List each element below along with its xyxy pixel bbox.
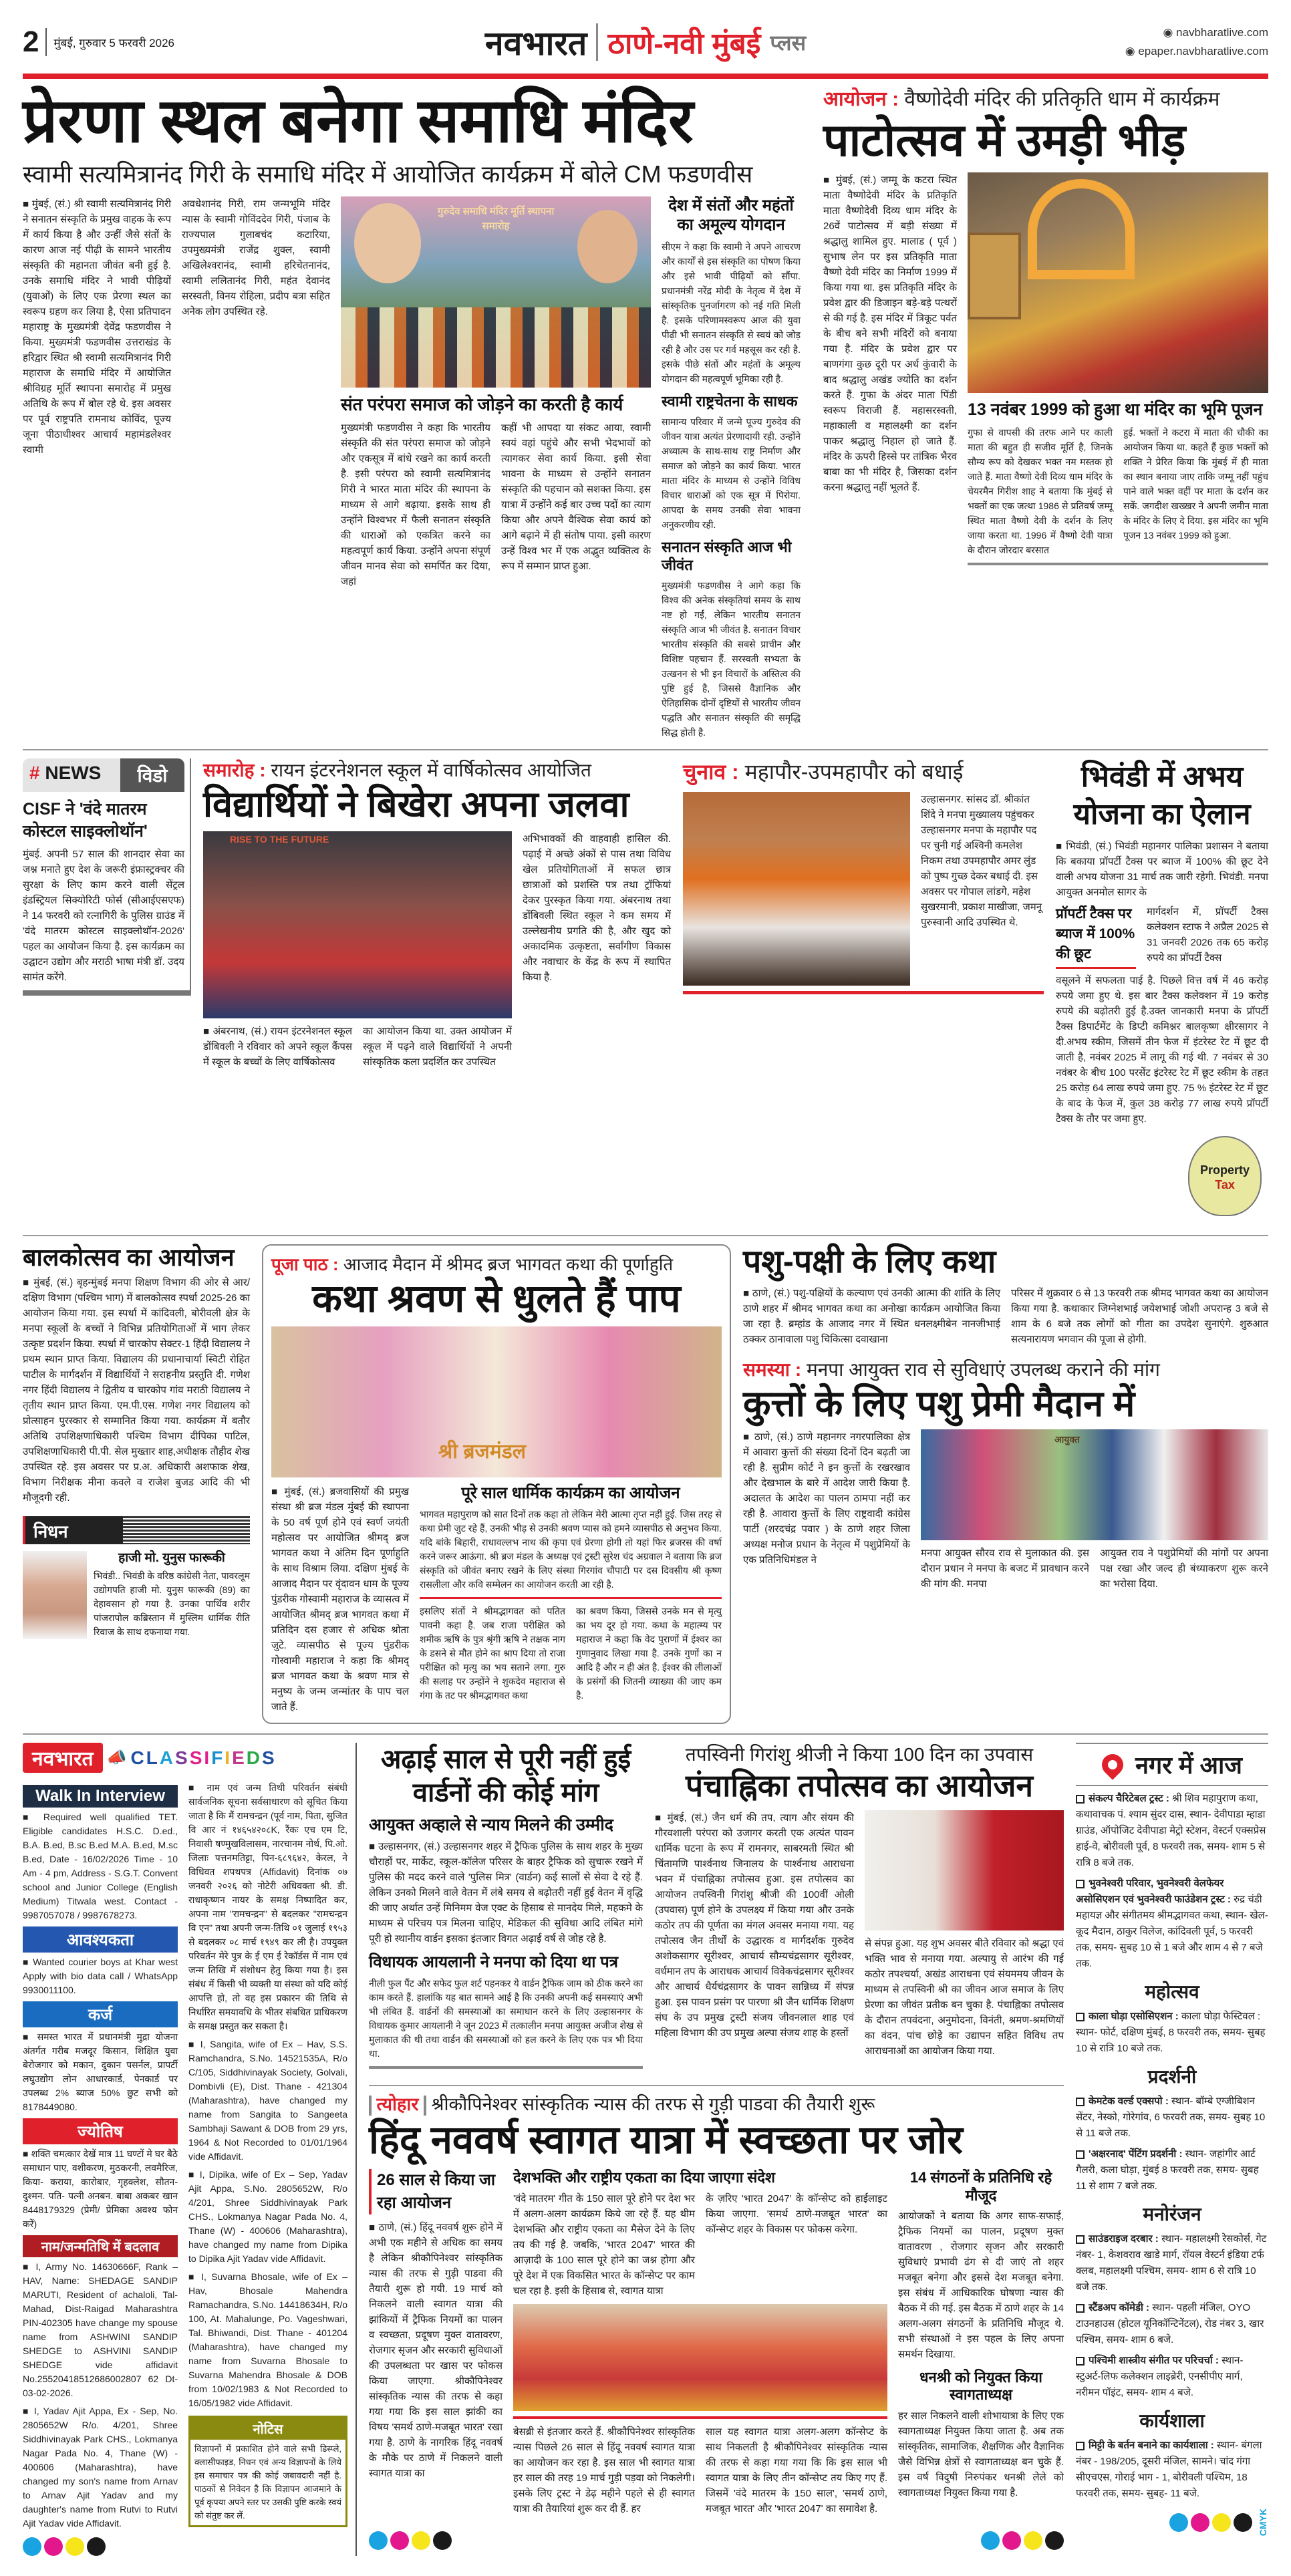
- namechange-ad-suvarna: ■ I, Suvarna Bhosale, wife of Ex – Hav, Bhosale Mahendra Ramachandra, S.No. 14418634H, R/o 100, At. Mahalunge, Po. Vageshwari, Tal. Bhiwandi, Dist. Thane - 401204 (Maharashtra), have changed my name from Suvarna Bhosale to Suvarna Mahendra Bhosale & DOB from 10/02/1983 & Not Recorded to 16/05/1982 vide Affidavit.: [188, 2270, 347, 2410]
- registration-dot: [44, 2537, 63, 2556]
- bhiwandi-pull: प्रॉपर्टी टैक्स पर ब्याज में 100% की छूट: [1056, 905, 1135, 962]
- lead-sub1: संत परंपरा समाज को जोड़ने का करती है कार्य: [341, 394, 623, 415]
- gudi-right-head2: धनश्री को नियुक्त किया स्वागताध्यक्ष: [919, 2369, 1042, 2404]
- naam-ad-2: ■ I, Yadav Ajit Appa, Ex - Sep, No. 2805652W R/o. 4/201, Shree Siddhivinayak Park CHS., Lokmanya Nagar Pada No. 4, Thane (W) - 400606 (Maharashtra), have changed my son's name from Arnav to Arnav Ajit Yadav and my daughter's name from Rutvi to Rutvi Ajit Yadav vide Affidavit.: [23, 2404, 178, 2531]
- gudi-right1: आयोजकों ने बताया कि अगर साफ-सफाई, ट्रैफिक नियमों का पालन, प्रदूषण मुक्त वातावरण , रोजगार सृजन और सरकारी सुविधाएं प्रभावी ढंग से दी जाएं तो शहर मजबूत बनेगा और इससे देश मजबूत बनेगा. इस संबंध में आधिकारिक घोषणा न्यास की बैठक में की गई. इस बैठक में ठाणे शहर के 14 अलग-अलग संगठनों के प्रतिनिधि मौजूद थे. सभी संस्थाओं ने इस पहल के लिए अपना समर्थन दिखाया.: [898, 2210, 1064, 2361]
- checkbox-icon: [1076, 2442, 1085, 2450]
- globe-icon: ◉: [1125, 45, 1139, 57]
- kutte-col3: आयुक्त राव ने पशुप्रेमियों की मांगों पर अपना पक्ष रखा और जल्द ही बंध्याकरण शुरू करने का भरोसा दिया.: [1100, 1548, 1268, 1590]
- classifieds-brand: नवभारत: [23, 1743, 103, 1773]
- vaishno-sub-col2: हुई. भक्तों ने कटरा में माता की चौकी का आयोजन किया था. कहते हैं कुछ भक्तों को शक्ति ने प्रेरित किया कि मुंबई में ही माता का स्थान बनाया जाए ताकि जम्मू नहीं पहुंच पाने वाले भक्त वहीं पर माता के दर्शन कर सकें. जगदीश खख्खर ने अपनी जमीन माता के मंदिर के लिए दे दिया. इस मंदिर का भूमि पूजन 13 नवंबर 1999 को हुआ.: [1123, 426, 1268, 541]
- katha-col1: ■ मुंबई, (सं.) ब्रजवासियों की प्रमुख संस्था श्री ब्रज मंडल मुंबई की स्थापना के 50 वर्ष पूर्ण होने एवं स्वर्ण जयंती महोत्सव पर आयोजित श्रीमद् ब्रज भागवत कथा ने अंतिम दिन पूर्णाहुति के साथ विश्राम लिया. दक्षिण मुंबई के आजाद मैदान पर वृंदावन धाम के पूज्य पुंडरीक गोस्वामी महाराज के व्यासत्व में आयोजित श्रीमद् ब्रज भागवत कथा में प्रतिदिन दस हजार से अधिक श्रोता जुटे. व्यासपीठ से पूज्य पुंडरीक गोस्वामी महाराज ने कहा कि श्रीमद् ब्रज भागवत कथा के श्रवण मात्र से मनुष्य के जन्म जन्मांतर के पाप चल जाते हैं.: [271, 1484, 409, 1715]
- jain-kicker: तपस्विनी गिरांशु श्रीजी ने किया 100 दिन का उपवास: [685, 1744, 1034, 1765]
- katha-col3: का श्रवण किया, जिससे उनके मन से मृत्यु का भय दूर हो गया. कथा के महात्म्य पर महाराज ने कहा कि वेद पुराणों में ईश्वर का गुणानुवाद लिखा गया है. उनके गुणों का न आदि है और न ही अंत है. ईश्वर की लीलाओं के प्रसंगों की जितनी व्याख्या की जाए कम है.: [576, 1606, 722, 1701]
- nagar-event-item: [1076, 1791, 1268, 1871]
- katha-kicker: पूजा पाठ : आजाद मैदान में श्रीमद ब्रज भागवत कथा की पूर्णाहुति: [271, 1254, 674, 1274]
- ryan-headline: विद्यार्थियों ने बिखेरा अपना जलवा: [203, 784, 629, 825]
- vaishno-story: [823, 87, 1268, 571]
- pashu-headline: पशु-पक्षी के लिए कथा: [743, 1244, 996, 1280]
- lead-sub1-col1: मुख्यमंत्री फडणवीस ने कहा कि भारतीय संस्कृति की संत परंपरा समाज को जोड़ने और एकसूत्र में बांधे रखने का कार्य करती है. इसी परंपरा को स्वामी सत्यमित्रानंद गिरी ने भारत माता मंदिर की स्थापना के माध्यम से आगे बढ़ाया. इसके साथ ही उन्होंने विश्वभर में फैली सनातन संस्कृति की धाराओं को एकत्रित करने का महत्वपूर्ण कार्य किया. उन्होंने अपना संपूर्ण जीवन मानव सेवा को समर्पित कर दिया, जहां: [341, 422, 490, 588]
- nagar-aaj-header: [1076, 1743, 1268, 1786]
- registration-marks-3: [981, 2531, 1064, 2550]
- globe-icon: ◉: [1163, 26, 1177, 39]
- gudi-mid4: साल यह स्वागत यात्रा अलग-अलग कॉन्सेप्ट के साथ निकलती है श्रीकौपिनेश्वर सांस्कृतिक न्यास की तरफ से कहा गया गया कि कि इस साल भी स्वागत यात्रा के लिए तीन कॉन्सेप्ट तय किए गए हैं. जिसमें 'वंदे मातरम के 150 साल', 'समर्थ ठाणे, मजबूत भारत' और 'भारत 2047' का समावेश है.: [706, 2426, 887, 2515]
- nagar-event-org: काला घोड़ा एसोसिएशन :: [1089, 2011, 1181, 2023]
- nagar-event-org: भुवनेश्वरी परिवार, भुवनेश्वरी वेलफेयर असोसिएशन एवं भुवनेश्वरी फाउंडेशन ट्रस्ट :: [1076, 1878, 1234, 1906]
- bhiwandi-headline: भिवंडी में अभय योजना का ऐलान: [1073, 760, 1251, 831]
- nagar-event-item: [1076, 2009, 1268, 2057]
- nagar-event-item: [1076, 2353, 1268, 2401]
- cmyk-label: CMYK: [1258, 2509, 1268, 2537]
- registration-dot: [981, 2531, 1000, 2550]
- classifieds-letter: D: [246, 1747, 262, 1768]
- warden-body: ■ उल्हासनगर, (सं.) उल्हासनगर शहर में ट्रैफिक पुलिस के साथ शहर के मुख्य चौराहों पर, मार्केट, स्कूल-कॉलेज परिसर के बाहर ट्रैफिक को सुचारू रखने में पुलिस की मदद करने वाले 'पुलिस मित्र' (वार्डन) कई सालों से सेवा दे रहे हैं. लेकिन उनको मिलने वाले वेतन में लंबे समय से बढ़ोतरी नहीं हुई वेतन में वृद्धि की जाए अर्थात उन्हें मिनिमम वेज एक्ट के हिसाब से मानदेय मिले, महकमे के माध्यम से परिचय पत्र मिलना चाहिए, मेडिकल की सुविधा आदि लंबित मांगे पूरी हो स्थानीय वार्डन इसका इंतजार विगत अढ़ाई वर्ष से जोह रहे है.: [369, 1839, 643, 1947]
- map-pin-icon: [1097, 1749, 1127, 1779]
- gudi-mid1: 'वंदे मातरम' गीत के 150 साल पूरे होने पर देश भर में अलग-अलग कार्यक्रम किये जा रहे हैं. यह थीम देशभक्ति और राष्ट्रीय एकता का मैसेज देने के लिए तय की गई है. जबकि, 'भारत 2047' भारत की आज़ादी के 100 साल पूरे होने का जश्न होगा और पूरे देश में एक विकसित भारत के कॉन्सेप्ट पर काम चल रहा है. इसी के हिसाब से, स्वागत यात्रा: [513, 2192, 695, 2297]
- registration-marks: [23, 2537, 347, 2556]
- nagar-event-org: साउंडराइज दरबार :: [1089, 2233, 1161, 2245]
- gudi-right-head: 14 संगठनों के प्रतिनिधि रहे मौजूद: [909, 2169, 1052, 2204]
- karj-header: कर्ज: [23, 2001, 178, 2027]
- nagar-event-details: स्थान- पहली मंजिल, OYO टाउनहाउस (होटल यूनिकॉन्टिनेंटल), रोड नंबर 3, खार पश्चिम, समय- शाम 6 बजे.: [1076, 2302, 1264, 2346]
- masthead: [23, 16, 1268, 68]
- gudi-side-head: 26 साल से किया जा रहा आयोजन: [369, 2169, 503, 2214]
- property-tax-line1: Property: [1199, 1163, 1250, 1177]
- nidhan-body: भिवंडी.. भिवंडी के वरिष्ठ कांग्रेसी नेता, पावरलूम उद्योगपति हाजी मो. युनुस फारूकी (89) का देहावसान हो गया है. उनका पार्थिव शरीर पांजरापोल कब्रिस्तान में मुस्लिम धार्मिक रीति रिवाज के साथ दफनाया गया.: [94, 1570, 250, 1638]
- megaphone-icon: 📣: [106, 1749, 127, 1767]
- jain-story: [655, 1743, 1064, 2059]
- registration-dot: [390, 2531, 409, 2550]
- masthead-rule: [23, 74, 1268, 79]
- news-vido-box: [23, 758, 191, 996]
- chunav-story: [683, 758, 1044, 1000]
- warden-deck: आयुक्त अव्हाले से न्याय मिलने की उम्मीद: [369, 1816, 613, 1835]
- site-link-1[interactable]: ◉ navbharatlive.com: [1163, 26, 1268, 39]
- bhiwandi-body2: मार्गदर्शन में, प्रॉपर्टी टैक्स कलेक्शन स्टाफ ने अप्रैल 2025 से 31 जनवरी 2026 तक 65 करोड़ रुपये का प्रॉपर्टी टैक्स: [1147, 905, 1268, 964]
- notice-header: नोटिस: [190, 2418, 345, 2440]
- bhiwandi-story: [1056, 758, 1268, 1226]
- katha-headline: कथा श्रवण से धुलते हैं पाप: [312, 1277, 681, 1321]
- registration-dot: [412, 2531, 430, 2550]
- gudi-headline: हिंदू नववर्ष स्वागत यात्रा में स्वच्छता पर जोर: [369, 2118, 963, 2162]
- bhiwandi-body3: वसूलने में सफलता पाई है. पिछले वित्त वर्ष में 46 करोड़ रुपये जमा हुए थे. इस बार टैक्स कलेक्शन में 19 करोड़ रुपये की बढ़ोतरी हुई है.उक्त जानकारी मनपा के प्रॉपर्टी टैक्स डिपार्टमेंट के डिप्टी कमिश्नर बालकृष्ण क्षीरसागर ने दी.अभय स्कीम, जिसमें तीन फेज में इंटरेस्ट रेट में छूट दी जाती है, नवंबर 2025 में लागू की गई थी. 7 नवंबर से 30 नवंबर के बीच 100 परसेंट इंटरेस्ट रेट में छूट स्कीम के तहत 25 करोड़ 64 लाख रुपये जमा हुए. 75 % इंटरेस्ट रेट में छूट के बाद के फेज में, कुल 38 करोड़ 77 लाख रुपये प्रॉपर्टी टैक्स के तौर पर जमा हुए.: [1056, 974, 1268, 1125]
- nagar-event-details: श्री शिव महापुराण कथा, कथावाचक पं. श्याम सुंदर दास, स्थान- देवीपाडा म्हाडा ग्राउंड, ऑपोजिट देवीपाडा मेट्रो स्टेशन, वेस्टर्न एक्सप्रेस हाई-वे, बोरीवली पूर्व, 8 फरवरी तक, समय- शाम 5 से रात्रि 8 बजे तक.: [1076, 1793, 1266, 1869]
- kutte-kicker: समस्या : मनपा आयुक्त राव से सुविधाएं उपलब्ध कराने की मांग: [743, 1358, 1160, 1380]
- warden-headline: अढ़ाई साल से पूरी नहीं हुई वार्डनों की कोई मांग: [380, 1745, 631, 1808]
- lead-deck: स्वामी सत्यमित्रानंद गिरी के समाधि मंदिर में आयोजित कार्यक्रम में बोले CM फडणवीस: [23, 160, 753, 188]
- ryan-photo: [203, 831, 512, 1018]
- kutte-photo: [921, 1429, 1268, 1540]
- checkbox-icon: [1076, 1795, 1085, 1804]
- notice-box: [188, 2416, 347, 2527]
- lead-sub2: सनातन संस्कृति आज भी जीवंत: [662, 539, 792, 573]
- edition-name: ठाणे-नवी मुंबई: [607, 27, 761, 60]
- nagar-event-org: 'अक्षरनाद' पेंटिंग प्रदर्शनी :: [1089, 2148, 1185, 2160]
- namechange-ad-hindi: ■ नाम एवं जन्म तिथी परिवर्तन संबंधी सार्वजनिक सूचना सर्वसाधारण को सूचित किया जाता है कि मैं रामचन्द्रन (पूर्व नाम, पिता, सुजित वि आर नं १४६५४२०८K, रैंकः एच एम टि, निवासी षण्मुखविलासम, नारचानम नोर्थ, पि.ओ. जिलाः पत्तनमतिट्टा, पिन-६८९६४२, केरल, ने विधिवत शपथपत्र (Affidavit) दिनांक ०७ जनवरी २०२६ को नोटेरी अधिवक्ता श्री. डी. राधाकृष्णन नायर के समक्ष निष्पादित कर, अपना नाम "रामचन्द्रन" से बदलकर "रामचन्द्रन वि एन" तथा अपनी जन्म-तिथि ०१ जुलाई १९५३ से बदलकर ०८ मार्च १९४९ कर ली है। उपयुक्त परिवर्तन मेरे पुत्र के ई एम ई रेकॉर्डस में नाम एवं जन्म तिखि में संशोधन हेतु किया गया है। इस संबंध में किसी भी व्यक्ती या संस्था को यदि कोई आपत्ति हो, तो वह इस प्रकारन की तिथि से निर्धारित समयावधि के भीतर संबधित प्राधिकरण के समक्ष प्रस्तुत कर सकता है।: [188, 1781, 347, 2033]
- classifieds-letter: S: [175, 1747, 190, 1768]
- classifieds-block: [23, 1743, 357, 2556]
- site-link-2[interactable]: ◉ epaper.navbharatlive.com: [1125, 45, 1268, 57]
- vaishno-sub-col1: गुफा से वापसी की तरफ आने पर काली माता की बहुत ही सजीव मूर्ति है, जिनके सौम्य रूप को देखकर भक्त नम मस्तक हो जाते हैं. माता वैष्णो देवी दिव्य धाम मंदिर के चेयरमैन गिरीश शाह ने बताया कि मुंबई से भक्तों का एक जत्था 1986 से प्रतिवर्ष जम्मू स्थित माता वैष्णो देवी के दर्शन के लिए जाया करता था. 1996 में वैष्णो देवी यात्रा के दौरान जोरदार बरसात: [968, 426, 1113, 555]
- ryan-col3: अभिभावकों की वाहवाही हासिल की. पढ़ाई में अच्छे अंकों से पास तथा विविध खेल प्रतियोगिताओं में सफल छात्र छात्राओं को प्रशस्ति पत्र तथा ट्रॉफियां देकर पुरस्कृत किया गया. अंबरनाथ तथा डोंबिवली स्थित स्कूल ने कम समय में उल्लेखनीय प्रगति की है, और खुद को अकादमिक उत्कृष्टता, सर्वांगीण विकास और नवाचार के केंद्र के रूप में स्थापित किया है.: [523, 833, 671, 984]
- classifieds-letter: I: [225, 1747, 233, 1768]
- checkbox-icon: [1076, 2235, 1085, 2244]
- namechange-ad-dipika: ■ I, Dipika, wife of Ex – Sep, Yadav Ajit Appa, S.No. 2805652W, R/o 4/201, Shree Siddhivinayak Park CHS., Lokmanya Nagar Pada No. 4, Thane (W) - 400606 (Maharashtra), have changed my name from Dipika to Dipika Ajit Yadav vide Affidavit.: [188, 2168, 347, 2266]
- vaishno-headline: पाटोत्सव में उमड़ी भीड़: [823, 114, 1186, 166]
- nagar-event-org: मिट्टी के बर्तन बनाने का कार्यशाला :: [1089, 2440, 1217, 2452]
- classifieds-letter: F: [211, 1747, 225, 1768]
- lead-col2: अवधेशानंद गिरी, राम जन्मभूमि मंदिर न्यास के स्वामी गोविंददेव गिरी, पंजाब के राज्यपाल गुलाबचंद कटारिया, उपमुख्यमंत्री राजेंद्र शुक्ल, स्वामी अखिलेश्वरानंद, स्वामी हरिचेतनानंद, स्वामी ललितानंद गिरी, महंत देवानंद सरस्वती, विनय रोहिला, प्रदीप बत्रा सहित अनेक लोग उपस्थित रहे.: [182, 198, 330, 318]
- nagar-event-org: संकल्प चैरिटेबल ट्रस्ट :: [1089, 1793, 1173, 1805]
- registration-dot: [1045, 2531, 1064, 2550]
- jyotish-header: ज्योतिष: [23, 2118, 178, 2144]
- nagar-section-heading: कार्यशाला: [1139, 2410, 1205, 2432]
- walkin-header: Walk In Interview: [23, 1785, 178, 1808]
- katha-box: [262, 1244, 731, 1724]
- warden-story: [369, 1743, 643, 2074]
- chunav-body: उल्हासनगर. सांसद डॉ. श्रीकांत शिंदे ने मनपा मुख्यालय पहुंचकर उल्हासनगर मनपा के महापौर पद पर चुनी गई अश्विनी कमलेश निकम तथा उपमहापौर अमर लुंड को पुष्प गुच्छ देकर बधाई दी. इस अवसर पर गोपाल लांडगे, महेश सुखरमानी, प्रकाश माखीजा, जमनू पुरुस्वानी आदि उपस्थित थे.: [921, 793, 1042, 928]
- classifieds-letter: S: [262, 1747, 277, 1768]
- balak-headline: बालकोत्सव का आयोजन: [23, 1243, 235, 1271]
- gudi-kicker: त्योहार श्रीकौपिनेश्वर सांस्कृतिक न्यास की तरफ से गुड़ी पाडवा की तैयारी शुरू: [369, 2093, 1064, 2116]
- nagar-event-item: [1076, 2438, 1268, 2502]
- nagar-event-item: [1076, 2300, 1268, 2348]
- nagar-event-details: स्थान- स्टुअर्ट-लिफ कलेक्शन लाइब्रेरी, एनसीपीए मार्ग, नरीमन पॉइंट, समय- शाम 4 बजे.: [1076, 2355, 1244, 2399]
- gudi-mid-head: देशभक्ति और राष्ट्रीय एकता का दिया जाएगा संदेश: [513, 2169, 775, 2186]
- classifieds-letter: E: [232, 1747, 247, 1768]
- pashu-col1: ■ ठाणे, (सं.) पशु-पक्षियों के कल्याण एवं उनकी आत्मा की शांति के लिए ठाणे शहर में श्रीमद भागवत कथा का अनोखा कार्यक्रम आयोजित किया जा रहा है. ब्रम्हांड के आजाद नगर में स्थित धनलक्ष्मीबेन नानजीभाई ठक्कर ठानावाला पशु चिकित्सा दवाखाना: [743, 1286, 1000, 1347]
- gudi-col1: ■ ठाणे, (सं.) हिंदू नववर्ष शुरू होने में अभी एक महीने से अधिक का समय है लेकिन श्रीकौपिनेश्वर सांस्कृतिक न्यास की तरफ से गुड़ी पाडवा की तैयारी शुरू हो गयी. 19 मार्च को निकलने वाली स्वागत यात्रा की झांकियों में ट्रैफिक नियमों का पालन व स्वच्छता, प्रदूषण मुक्त वातावरण, रोजगार सृजन और सरकारी सुविधाओं की उपलब्धता पर खास पर फोकस किया जाएगा. श्रीकौपिनेश्वर सांस्कृतिक न्यास की तरफ से कहा गया गया कि इस साल झांकी का विषय 'समर्थ ठाणे-मजबूत भारत' रखा गया है. ठाणे के नागरिक हिंदू नववर्ष के मौके पर ठाणे में निकलने वाली स्वागत यात्रा का: [369, 2220, 503, 2481]
- registration-dot: [1212, 2513, 1231, 2532]
- pashu-col2: परिसर में शुक्रवार 6 से 13 फरवरी तक श्रीमद भागवत कथा का आयोजन किया गया है. कथाकार जिग्नेशभाई जयेशभाई जोशी अपरान्ह 3 बजे से शाम के 6 बजे तक लोगों को गीता का उपदेश सुनाएंगे. शुरुआत सत्यनारायण भगवान की पूजा से होगी.: [1011, 1287, 1268, 1345]
- nidhan-name: हाजी मो. युनुस फारूकी: [118, 1551, 225, 1566]
- katha-sub-body: भागवत महापुराण को सात दिनों तक कहा तो लेकिन मेरी आत्मा तृप्त नहीं हुई. जिस तरह से कथा प्रेमी जुट रहे हैं, उनकी भीड़ से उनकी श्रवण प्यास को हमने व्यासपीठ से अनुभव किया. यदि बांके बिहारी, राधावल्लभ नाथ की कृपा एवं प्रेरणा होगी तो यहां फिर ब्रजरस की वर्षा करने जरूर आऊंगा. श्री ब्रज मंडल के अध्यक्ष एवं ट्रस्टी सुरेश चंद अग्रवाल ने बताया कि ब्रज संस्कृति को जीवंत बनाए रखने के लिए संस्था गिरगांव चौपाटी पर दस दिवसीय श्री कृष्ण रासलीला और कवि सम्मेलन का आयोजन करती आ रही है.: [420, 1509, 722, 1590]
- kutte-col2: मनपा आयुक्त सौरव राव से मुलाकात की. इस दौरान प्रधान ने मनपा के बजट में प्रावधान करने की मांग की. मनपा: [921, 1548, 1089, 1590]
- registration-dot: [1234, 2513, 1252, 2532]
- registration-dot: [1024, 2531, 1042, 2550]
- lead-sub3-body: सीएम ने कहा कि स्वामी ने अपने आचरण और कार्यों से इस संस्कृति का पोषण किया और इसे भावी पीढ़ियों को सौंपा. प्रधानमंत्री नरेंद्र मोदी के नेतृत्व में देश में सांस्कृतिक पुनर्जागरण को नई गति मिली है. इसके परिणामस्वरूप आज की युवा पीढ़ी भी सनातन संस्कृति से स्वयं को जोड़ रही है और उस पर गर्व महसूस कर रही है. इसके पीछे संतों और महंतों के अमूल्य योगदान की महत्वपूर्ण भूमिका रही है.: [662, 241, 801, 384]
- warden-sub-body: नीली फुल पैंट और सफेद फुल शर्ट पहनकर ये वार्डन ट्रैफिक जाम को ठीक करने का काम करते हैं. हालांकि यह बात सामने आई है कि उनकी अपनी कई समस्याएं अभी भी लंबित हैं. वार्डनों की समस्याओं का समाधान करने के लिए उल्हासनगर के विधायक कुमार आयलानी ने जून 2023 में तत्कालीन मनपा आयुक्त अजीज शेख से मुलाकात की थी तथा वार्डन की समस्याओं को हल करने के लिए एक पत्र भी दिया था.: [369, 1978, 643, 2059]
- katha-photo: [271, 1326, 722, 1477]
- checkbox-icon: [1076, 2098, 1085, 2106]
- jain-photo: [865, 1810, 1064, 1930]
- classifieds-letter: I: [204, 1747, 212, 1768]
- ryan-col2: का आयोजन किया था. उक्त आयोजन में स्कूल में पढ़ने वाले विद्यार्थियों ने अपनी सांस्कृतिक कला प्रदर्शित कर उपस्थित: [363, 1026, 512, 1068]
- ryan-story: [203, 758, 671, 1070]
- kutte-photo-sign: आयुक्त: [1054, 1434, 1080, 1445]
- page-number: 2: [23, 25, 39, 58]
- classifieds-letter: S: [189, 1747, 204, 1768]
- lead-sub4-body: सामान्य परिवार में जन्मे पूज्य गुरुदेव की जीवन यात्रा अत्यंत प्रेरणादायी रही. उन्होंने अध्यात्म के साथ-साथ राष्ट्र निर्माण और समाज को जोड़ने का कार्य किया. भारत माता मंदिर के माध्यम से उन्होंने विविध विचार धाराओं को एक सूत्र में पिरोया. आपदा के समय उनकी सेवा भावना अनुकरणीय रही.: [662, 416, 801, 531]
- nagar-event-item: [1076, 2146, 1268, 2194]
- edition-suffix: प्लस: [770, 30, 807, 55]
- nagar-event-details: रुद्र चंडी महायज्ञ और संगीतमय श्रीमद्भागवत कथा, स्थान- खेल-कूद मैदान, ठाकुर विलेज, कांदिवली पूर्व, 5 फरवरी तक, समय- सुबह 10 से 1 बजे और शाम 4 से 7 बजे तक.: [1076, 1894, 1268, 1970]
- chunav-photo: [683, 792, 910, 986]
- vaishno-body: ■ मुंबई, (सं.) जम्मू के कटरा स्थित माता वैष्णोदेवी मंदिर के प्रतिकृति माता वैष्णोदेवी दिव्य धाम मंदिर के 26वें पाटोत्सव में बड़ी संख्या में श्रद्धालु शामिल हुए. मालाड ( पूर्व ) सुभाष लेन पर इस प्रतिकृति माता वैष्णो देवी मंदिर का निर्माण 1999 में किया गया था. इस प्रतिकृति मंदिर के प्रवेश द्वार की डिजाइन बड़े-बड़े पत्थरों से की गई है. इस मंदिर में त्रिकूट पर्वत के बीच बने सभी मंदिरों को बनाया गया है. मंदिर के प्रवेश द्वार पर बाणगंगा कुछ दूरी पर अर्ध कुंवारी के बाद श्रद्धालु अखंड ज्योति का दर्शन करते हैं. गुफा के अंदर माता पिंडी स्वरूप विराजी हैं. महासरस्वती, महाकाली व महालक्ष्मी का दर्शन पाकर श्रद्धालु निहाल हो जाते हैं. मंदिर के ऊपरी हिस्से पर तांत्रिक भैरव बाबा का भी मंदिर है, जिसका दर्शन करना श्रद्धालु नहीं भूलते हैं.: [823, 172, 957, 495]
- nagar-event-org: केमटेक वर्ल्ड एक्सपो :: [1089, 2096, 1172, 2108]
- namechange-ad-sangita: ■ I, Sangita, wife of Ex – Hav, S.S. Ramchandra, S.No. 14521535A, R/o C/105, Siddhivinayak Society, Golvali, Dombivli (E), Dist. Thane - 421304 (Maharashtra), have changed my name from Sangita to Sangeeta Sambhaji Sawant & DOB from 29 yrs, 1964 & Not Recorded to 01/01/1964 vide Affidavit.: [188, 2037, 347, 2164]
- ryan-col1: ■ अंबरनाथ, (सं.) रायन इंटरनेशनल स्कूल डोंबिवली ने रविवार को अपने स्कूल कैंपस में स्कूल के बच्चों के लिए वार्षिकोत्सव: [203, 1024, 352, 1070]
- temple-photo: [513, 2304, 887, 2411]
- nagar-section-heading: महोत्सव: [1145, 1981, 1199, 2003]
- checkbox-icon: [1076, 2150, 1085, 2159]
- registration-dot: [87, 2537, 106, 2556]
- registration-dot: [65, 2537, 84, 2556]
- notice-text: विज्ञापनों में प्रकाशित होने वाले सभी डिस्प्ले, क्लासीफाइड, निधन एवं अन्य विज्ञापनों के लिये इस समाचार पत्र की कोई जबावदारी नहीं है. पाठकों से निवेदन है कि विज्ञापन आजमाने के पूर्व कृपया अपने स्तर पर उसकी पुष्टि करके स्वयं को संतुष्ट कर लें.: [194, 2444, 341, 2521]
- nidhan-label-bar: [23, 1516, 250, 1544]
- nagar-event-item: [1076, 2231, 1268, 2295]
- registration-marks-2: [369, 2531, 452, 2550]
- dateline: मुंबई, गुरुवार 5 फरवरी 2026: [53, 36, 175, 49]
- vaishno-photo: [968, 172, 1268, 393]
- bhiwandi-body1: ■ भिवंडी, (सं.) भिवंडी महानगर पालिका प्रशासन ने बताया कि बकाया प्रॉपर्टी टैक्स पर ब्याज में 100% की छूट देने वाली अभय योजना 31 मार्च तक जारी रहेगी. भिवंडी. मनपा आयुक्त अनमोल सागर के: [1056, 839, 1268, 900]
- registration-dot: [1191, 2513, 1209, 2532]
- nagar-section-heading: प्रदर्शनी: [1147, 2066, 1197, 2088]
- brand-logo: नवभारत: [484, 25, 587, 62]
- photo-banner: गुरुदेव समाधि मंदिर मूर्ति स्थापना समारोह: [437, 206, 555, 233]
- lead-photo: [341, 196, 651, 388]
- ryan-photo-banner: RISE TO THE FUTURE: [230, 834, 329, 845]
- nagar-event-list: [1076, 1791, 1268, 2502]
- registration-dot: [23, 2537, 41, 2556]
- checkbox-icon: [1076, 2013, 1085, 2021]
- chunav-kicker: चुनाव : महापौर-उपमहापौर को बधाई: [683, 759, 964, 784]
- nidhan-photo: [23, 1551, 87, 1639]
- gudi-mid2: के ज़रिए 'भारत 2047' के कॉन्सेप्ट को हाईलाइट किया जाएगा. 'समर्थ ठाणे-मजबूत भारत' का कॉन्सेप्ट शहर के विकास पर फोकस करेगा.: [706, 2192, 887, 2235]
- lead-sub2-body: मुख्यमंत्री फडणवीस ने आगे कहा कि विश्व की अनेक संस्कृतियां समय के साथ नष्ट हो गईं, लेकिन भारतीय सनातन संस्कृति आज भी जीवंत है. सनातन विचार भारतीय संस्कृति की सबसे प्राचीन और विशिष्ट पहचान हैं. सरस्वती सभ्यता के उत्खनन से भी इन विचारों के अस्तित्व की पुष्टि हुई है, जिससे वैज्ञानिक और ऐतिहासिक दोनों दृष्टियों से भारतीय जीवन पद्धति और सनातन संस्कृति की समृद्धि सिद्ध होती है.: [662, 579, 801, 738]
- lead-sub4: स्वामी राष्ट्रचेतना के साधक: [662, 392, 798, 410]
- lead-col1: ■ मुंबई, (सं.) श्री स्वामी सत्यमित्रानंद गिरी ने सनातन संस्कृति के प्रमुख वाहक के रूप में कार्य किया है और उन्हीं जैसे संतों के कारण आज नई पीढ़ी के सामने भारतीय संस्कृति की महानता जीवंत बनी हुई है. उनके समाधि मंदिर ने भावी पीढ़ियों (युवाओं) के लिए एक प्रेरणा स्थल का स्वरूप ग्रहण कर लिया है, ऐसा प्रतिपादन महाराष्ट्र के मुख्यमंत्री देवेंद्र फडणवीस ने किया. मुख्यमंत्री फडणवीस उत्तराखंड के हरिद्वार स्थित श्री स्वामी सत्यमित्रानंद गिरी महाराज के समाधि मंदिर में आयोजित श्रीविग्रह मूर्ति स्थापना समारोह में प्रमुख अतिथि के रूप में बोल रहे थे. इस अवसर पर पूर्व राष्ट्रपति रामनाथ कोविंद, पूज्य जूना पीठाधीश्वर आचार्य महामंडलेश्वर स्वामी: [23, 196, 171, 458]
- gudi-story: [369, 2085, 1064, 2549]
- nagar-event-org: स्टैंडअप कॉमेडी :: [1089, 2302, 1153, 2314]
- classifieds-letter: C: [130, 1747, 146, 1768]
- checkbox-icon: [1076, 2357, 1085, 2366]
- avashyakta-ad: ■ Wanted courier boys at Khar west Apply with bio data call / WhatsApp 9930011100.: [23, 1955, 178, 1997]
- nagar-event-org: पश्चिमी शास्त्रीय संगीत पर परिचर्चा :: [1089, 2355, 1222, 2367]
- news-vido-headline: CISF ने 'वंदे मातरम कोस्टल साइक्लोथॉन': [23, 799, 148, 841]
- balak-body: ■ मुंबई, (सं.) बृहन्मुंबई मनपा शिक्षण विभाग की ओर से आर/दक्षिण विभाग (पश्चिम भाग) में बालकोत्सव स्पर्धा 2025-26 का आयोजन किया गया. इस स्पर्धा में कांदिवली, बोरीवली क्षेत्र के मनपा स्कूलों के बच्चों ने विभिन्न प्रतियोगिताओं में भाग लेकर उत्कृष्ट प्रदर्शन किया. स्पर्धा में चारकोप सेक्टर-1 हिंदी विद्यालय ने प्रथम स्थान प्राप्त किया. विद्यालय की प्रधानाचार्या स्विटी रोहित पाटील के मार्गदर्शन में विद्यार्थियों ने सराहनीय प्रस्तुति दी. गणेश नगर हिंदी विद्यालय ने द्वितीय व चारकोप गांव मराठी विद्यालय ने तृतीय स्थान प्राप्त किया. एम.पी.एस. गणेश नगर विद्यालय को प्रोत्साहन पुरस्कार से सम्मानित किया गया. कार्यक्रम में बतौर अतिथि उपशिक्षणाधिकारी पश्चिम विभाग दीपिका पाटिल, उपशिक्षणाधिकारी पी.पी. सेल मुख्तार शाह,अधीक्षक तौहीद शेख उपस्थित रहे. इस अवसर पर प्र.अ. अधिकारी अशफाक शेख, विभाग निरीक्षक मीना कवले व राजेश बुजड आदि की भी मौजूदगी रही.: [23, 1275, 250, 1506]
- registration-marks-4: [1169, 2513, 1252, 2532]
- warden-sub: विधायक आयलानी ने मनपा को दिया था पत्र: [369, 1953, 619, 1972]
- jain-col1: ■ मुंबई, (सं.) जैन धर्म की तप, त्याग और संयम की गौरवशाली परंपरा को उजागर करती एक अत्यंत पावन धार्मिक घटना के रूप में रामनगर, साबरमती स्थित श्री चिंतामणि पार्श्वनाथ जिनालय के पार्श्वनाथ आराधना भवन में पंचाह्निका तपोत्सव हुआ. इस तपोत्सव का आयोजन तपस्विनी गिरांशु श्रीजी की 100वीं ओली (उपवास) पूर्ण होने के उपलक्ष्य में किया गया और उनके कठोर तप की पूर्णता का मंगल अवसर मनाया गया. यह तपोत्सव जैन तीर्थों के उद्धारक व मार्गदर्शक गुरुदेव अशोकसागर सूरीश्वर, आचार्य सौम्यचंद्रसागर सूरीश्वर, वर्धमान तप के आराधक आचार्य विवेकचंद्रसागर सूरीश्वर और आचार्य धैर्यचंद्रसागर के पावन सान्निध्य में संपन्न हुआ. इस पावन प्रसंग पर पारणा श्री जैन धार्मिक शिक्षण संघ के उप प्रमुख ट्रस्टी संजय जीवनलाल शाह एवं महिला विभाग की उप प्रमुख अल्पा संजय शाह के हस्तों: [655, 1810, 854, 2041]
- vaishno-kicker: आयोजन : वैष्णोदेवी मंदिर की प्रतिकृति धाम में कार्यक्रम: [823, 88, 1220, 110]
- nidhan-label: निधन: [23, 1516, 123, 1544]
- lead-sub3: देश में संतों और महंतों का अमूल्य योगदान: [668, 196, 794, 235]
- classifieds-header: [23, 1743, 347, 1773]
- jain-col2: से संपन्न हुआ. यह शुभ अवसर बीते रविवार को श्रद्धा एवं भक्ति भाव से मनाया गया. अल्पायु से आरंभ की गई कठोर तपश्चर्या, अखंड आराधना एवं संयममय जीवन के माध्यम से तपस्विनी श्री का जीवन आज समाज के लिए प्रेरणा का जीवंत प्रतीक बन चुका है. पंचाह्निका तपोत्सव के दौरान तपवंदना, अनुमोदना, विनंती, श्रमण-श्रमणियों का वंदन, पांच छोड़े का उद्यापन सहित विविध तप आराधनाओं का आयोजन किया गया.: [865, 1937, 1064, 2057]
- lead-sub1-col2: कहीं भी आपदा या संकट आया, स्वामी स्वयं वहां पहुंचे और सभी भेदभावों को त्यागकर सेवा कार्य किया. इसी सेवा भावना के माध्यम से उन्होंने सनातन संस्कृति की पहचान को सशक्त किया. इस यात्रा में उन्होंने कई बार उच्च पदों का त्याग किया और अपने वैश्विक सेवा कार्य को आगे बढ़ाने में ही संतोष पाया. इसी कारण उन्हें विश्व भर में एक अद्भुत व्यक्तित्व के रूप में सम्मान प्राप्त हुआ.: [501, 422, 651, 573]
- registration-dot: [1002, 2531, 1021, 2550]
- classifieds-title: [130, 1747, 276, 1769]
- classifieds-letter: L: [146, 1747, 160, 1768]
- vaishno-sub: 13 नवंबर 1999 को हुआ था मंदिर का भूमि पूजन: [968, 400, 1263, 419]
- nagar-event-item: [1076, 2094, 1268, 2142]
- nagar-event-details: स्थान- बंगला नंबर - 198/205, दूसरी मंजिल, सामने। चांद गंगा सीएचएस, गोराई भाग - 1, बोरीवली पश्चिम, 18 फरवरी तक, समय- सुबह- 11 बजे.: [1076, 2440, 1262, 2500]
- property-tax-graphic: [1181, 1132, 1268, 1226]
- news-vido-tag: # NEWS विडो: [23, 758, 184, 792]
- lead-headline: प्रेरणा स्थल बनेगा समाधि मंदिर: [23, 87, 694, 155]
- karj-ad: ■ समस्त भारत में प्रधानमंत्री मुद्रा योजना अंतर्गत गरीब मजदूर किसान, शिक्षित युवा बेरोजगार को मकान, दुकान पसर्नल, प्रापर्टी लघुउद्योग लोन आधारकार्ड, पेनकार्ड पर उपलब्ध 2% ब्याज 50% छुट सभी को 8178449080.: [23, 2030, 178, 2114]
- walkin-ad: ■ Required well qualified TET. Eligible candidates H.S.C. D.ed., B.A. B.ed, B.sc B.ed M.A. B.ed, M.sc B.ed, Date - 16/02/2026 Time - 10 Am - 4 pm, Address - S.G.T. Convent school and Junior College (English Medium) Titwala west. Contact - 9987057078 / 9987678273.: [23, 1810, 178, 1922]
- nagar-event-item: [1076, 1876, 1268, 1972]
- jyotish-ad: ■ शक्ति चमत्कार देखें मात्र 11 घण्टों मे घर बैठे समाधान पाए, वशीकरण, मुठकरनी, लवमैरिज, किया- कराया, कारोबार, गृहक्लेश, सौतन- दुश्मन. पति- पत्नी अनबन. बाबा अकबर खान 8448179329 (प्रेमी/ प्रेमिका अवश्य फोन करें): [23, 2147, 178, 2231]
- registration-dot: [433, 2531, 452, 2550]
- classifieds-letter: A: [159, 1747, 176, 1768]
- gudi-right2: हर साल निकलने वाली शोभायात्रा के लिए एक स्वागताध्यक्ष नियुक्त किया जाता है. अब तक सांस्कृतिक, सामाजिक, शैक्षणिक और वैज्ञानिक जैसे विभिन्न क्षेत्रों से स्वागताध्यक्ष बन चुके हैं. इस वर्ष विदुषी निरुपंकर धनश्री लेले को स्वागताध्यक्ष नियुक्त किया गया है.: [898, 2410, 1064, 2498]
- naam-ad-1: ■ I, Army No. 14630666F, Rank – HAV, Name: SHEDAGE SANDIP MARUTI, Resident of achaloli, Tal-Mahad, Dist-Raigad Maharashtra PIN-402305 have change my spouse name from ASHWINI SANDIP SHEDGE to ASHVINI SANDIP SHEDGE vide affidavit No.25520418512686002807 62 Dt-03-02-2026.: [23, 2260, 178, 2400]
- nagar-event-details: स्थान- महालक्ष्मी रेसकोर्स, गेट नंबर- 1, केशवराव खाडे मार्ग, रॉयल वेस्टर्न इंडिया टर्फ क्लब, महालक्ष्मी पश्चिम, समय- शाम 6 से रात्रि 10 बजे तक.: [1076, 2233, 1267, 2293]
- katha-col2: इसलिए संतों ने श्रीमद्भागवत को पतित पावनी कहा है. जब राजा परीक्षित को शमीक ऋषि के पुत्र श्रृंगी ऋषि ने तक्षक नाग के डसने से मौत होने का श्राप दिया तो राजा परीक्षित को मृत्यु का भय सताने लगा. गुरु की सलाह पर उन्होंने ने शुकदेव महाराज से गंगा के तट पर श्रीमद्भागवत कथा: [420, 1606, 565, 1701]
- registration-dot: [369, 2531, 388, 2550]
- katha-sub: पूरे साल धार्मिक कार्यक्रम का आयोजन: [461, 1484, 680, 1503]
- registration-dot: [1169, 2513, 1188, 2532]
- nagar-aaj-title: नगर में आज: [1135, 1751, 1242, 1779]
- kutte-headline: कुत्तों के लिए पशु प्रेमी मैदान में: [743, 1383, 1135, 1424]
- naam-header: नाम/जन्मतिथि में बदलाव: [23, 2235, 178, 2257]
- nagar-event-details: स्थान- बॉम्बे एग्जीबिशन सेंटर, नेस्को, गोरेगांव, 6 फरवरी तक, समय- सुबह 10 से 11 बजे तक.: [1076, 2096, 1266, 2140]
- property-tax-line2: Tax: [1215, 1177, 1235, 1191]
- ryan-kicker: समारोह : रायन इंटरनेशनल स्कूल में वार्षिकोत्सव आयोजित: [203, 759, 591, 780]
- lead-story: [23, 87, 811, 740]
- avashyakta-header: आवश्यकता: [23, 1926, 178, 1953]
- checkbox-icon: [1076, 2304, 1085, 2313]
- nagar-event-details: काला घोड़ा फेस्टिवल : स्थान- फोर्ट, दक्षिण मुंबई, 8 फरवरी तक, समय- सुबह 10 से रात्रि 10 बजे तक.: [1076, 2011, 1266, 2055]
- jain-headline: पंचाह्निका तपोत्सव का आयोजन: [686, 1768, 1033, 1804]
- katha-photo-banner: श्री ब्रजमंडल: [438, 1441, 527, 1463]
- nagar-section-heading: मनोरंजन: [1143, 2204, 1201, 2225]
- nagar-event-details: स्थान- जहांगीर आर्ट गैलरी, कला घोड़ा, मुंबई 8 फरवरी तक, समय- सुबह 11 से शाम 7 बजे तक.: [1076, 2148, 1259, 2192]
- news-vido-body: मुंबई. अपनी 57 साल की शानदार सेवा का जश्न मनाते हुए देश के जरूरी इंफ्रास्ट्रक्चर की सुरक्षा के लिए काम करने वाली सेंट्रल इंडस्ट्रियल सिक्योरिटी फोर्स (सीआईएसएफ) ने 14 फरवरी को रत्नागिरी के पुलिस ग्राउंड में 'वंदे मातरम कोस्टल साइक्लोथॉन-2026' पहल का आयोजन किया है. इस कार्यक्रम का उद्घाटन उद्योग और मराठी भाषा मंत्री डॉ. उदय सामंत करेंगे.: [23, 848, 184, 983]
- kutte-col1: ■ ठाणे, (सं.) ठाणे महानगर नगरपालिका क्षेत्र में आवारा कुत्तों की संख्या दिनों दिन बढ़ती जा रही है. सुप्रीम कोर्ट ने इन कुत्तों के रखरखाव और देखभाल के बारे में आदेश जारी किया है. अदालत के आदेश का पालन ठामपा नहीं कर रही है. आवारा कुत्तों के लिए राष्ट्रवादी कांग्रेस पार्टी (शरदचंद्र पवार ) के ठाणे शहर जिला अध्यक्ष मनोज प्रधान के नेतृत्व में पशुप्रेमियों के एक प्रतिनिधिमंडल ने: [743, 1429, 910, 1568]
- gudi-mid3: बेसब्री से इंतजार करते हैं. श्रीकौपिनेश्वर सांस्कृतिक न्यास पिछले 26 साल से हिंदू नववर्ष स्वागत यात्रा का आयोजन कर रहा है. इस साल भी स्वागत यात्रा हर साल की तरह 19 मार्च गुड़ी पड़वा को निकलेगी। इसके लिए ट्रस्ट ने डेढ़ महीने पहले से ही स्वागत यात्रा की तैयारियां शुरू कर दी हैं. हर: [513, 2426, 695, 2515]
- checkbox-icon: [1076, 1880, 1085, 1888]
- nagar-aaj-column: [1076, 1743, 1268, 2536]
